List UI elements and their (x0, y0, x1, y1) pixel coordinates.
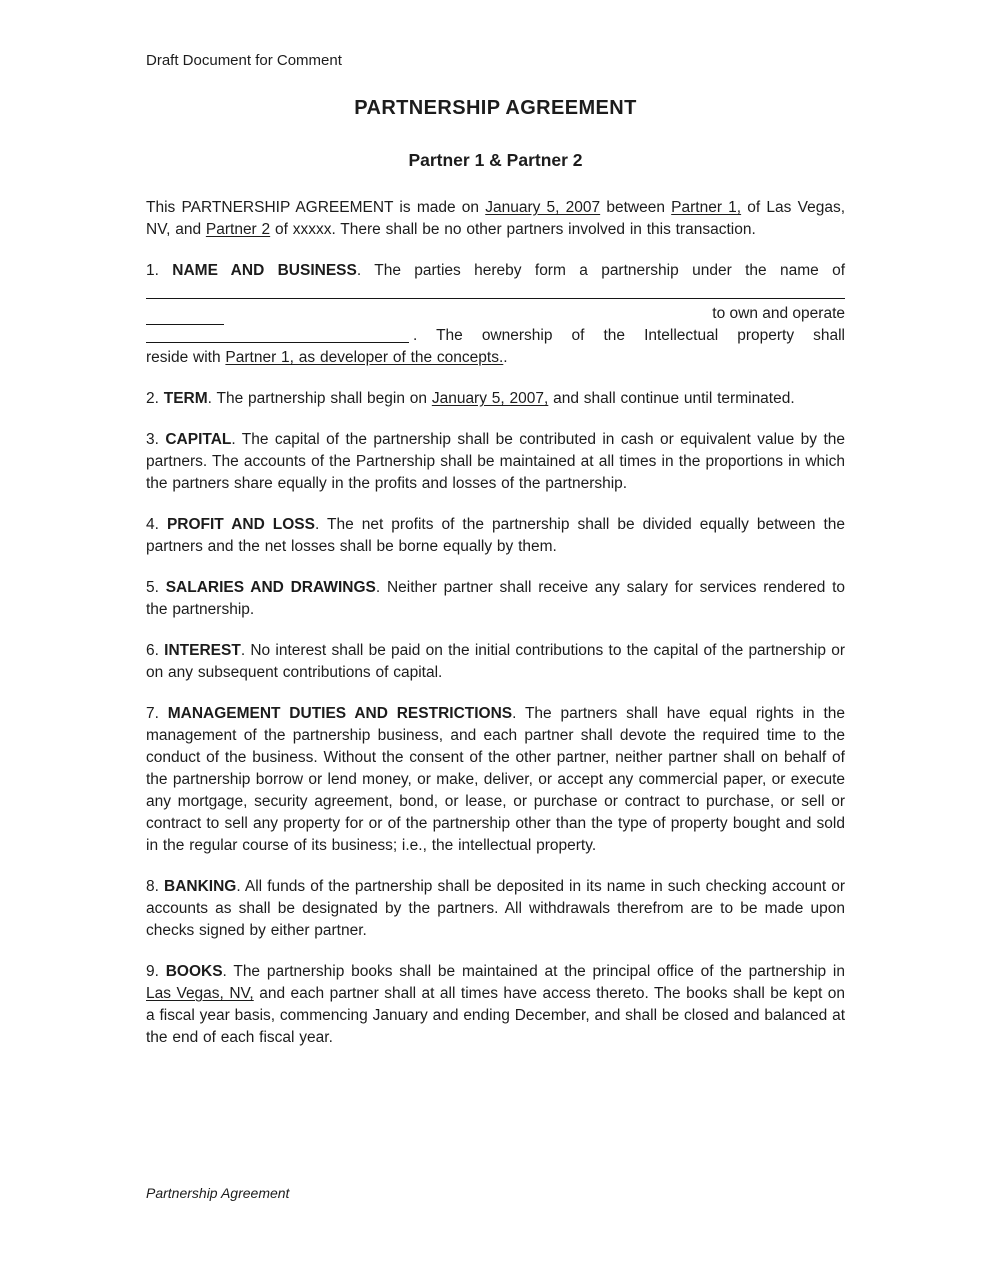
section-number: 5. (146, 579, 166, 596)
text-run: . The partnership shall begin on (207, 390, 432, 407)
section-1-lead-line (146, 260, 845, 282)
footer-label: Partnership Agreement (146, 1185, 290, 1201)
agreement-date-underlined: January 5, 2007 (485, 199, 601, 216)
section-heading: CAPITAL (165, 431, 232, 448)
section-4-profit-and-loss (146, 514, 845, 558)
text-run: to own and operate (712, 305, 845, 322)
text-run: of xxxxx. There shall be no other partners involved in this transaction. (270, 221, 756, 238)
term-date-underlined: January 5, 2007, (431, 390, 549, 407)
intro-paragraph (146, 197, 845, 241)
section-number: 4. (146, 516, 167, 533)
text-run: This PARTNERSHIP AGREEMENT is made on (146, 199, 486, 216)
section-number: 9. (146, 963, 166, 980)
section-9-books (146, 961, 845, 1049)
section-1-name-and-business (146, 260, 845, 369)
section-5-salaries-and-drawings (146, 577, 845, 621)
developer-clause-underlined: Partner 1, as developer of the concepts. (225, 349, 504, 366)
text-run: . All funds of the partnership shall be deposited in its name in such checking account or accounts as shall be designated by the partners. All withdrawals therefrom are to be made upon checks signed by either partner. (146, 878, 845, 939)
text-run: and each partner shall at all times have access thereto. The books shall be kept on a fiscal year basis, commencing January and ending December, and shall be closed and balanced at the end of each fiscal year. (146, 985, 845, 1046)
section-7-management-duties (146, 703, 845, 857)
partner1-underlined: Partner 1, (671, 199, 742, 216)
section-heading: INTEREST (164, 642, 241, 659)
text-run: . The ownership of the Intellectual property shall (413, 327, 845, 344)
section-1-reside-line (146, 347, 845, 369)
text-run: between (600, 199, 672, 216)
partner2-underlined: Partner 2 (205, 221, 271, 238)
text-run: . No interest shall be paid on the initial contributions to the capital of the partnership or on any subsequent contributions of capital. (146, 642, 845, 681)
section-number: 6. (146, 642, 165, 659)
section-3-capital (146, 429, 845, 495)
text-run: . The parties hereby form a partnership under the name of (356, 262, 846, 279)
text-run: . The capital of the partnership shall be contributed in cash or equivalent value by the partners. The accounts of the Partnership shall be maintained at all times in the proportions in which the partners share equally in the profits and losses of the partnership. (146, 431, 845, 492)
section-heading: BOOKS (165, 963, 223, 980)
section-number: 3. (146, 431, 166, 448)
section-number: 8. (146, 878, 165, 895)
text-run: . The partnership books shall be maintained at the principal office of the partnership in (222, 963, 845, 980)
text-run: . Neither partner shall receive any salary for services rendered to the partnership. (146, 579, 846, 618)
principal-office-underlined: Las Vegas, NV, (146, 985, 254, 1002)
section-heading: TERM (163, 390, 208, 407)
section-1-ownership-line (146, 325, 845, 347)
document-subtitle: Partner 1 & Partner 2 (408, 150, 583, 170)
blank-line-medium (146, 328, 409, 343)
section-heading: PROFIT AND LOSS (166, 516, 315, 533)
section-number: 1. (146, 262, 173, 279)
section-1-blank-row (146, 303, 845, 325)
section-number: 2. (146, 390, 164, 407)
section-heading: MANAGEMENT DUTIES AND RESTRICTIONS (167, 705, 513, 722)
section-2-term (146, 388, 845, 410)
text-run: and shall continue until terminated. (548, 390, 795, 407)
section-heading: BANKING (164, 878, 237, 895)
text-run: . The partners shall have equal rights in the management of the partnership business, and each partner shall devote the required time to the conduct of the business. Without the consent of the other partner, neither partner shall on behalf of the partnership borrow or lend money, or make, deliver, or accept any commercial paper, or execute any mortgage, security agreement, bond, or lease, or purchase or contract to purchase, or sell or contract to sell any property for or of the partnership other than the type of property bought and sold in the regular course of its business; i.e., the intellectual property. (146, 705, 845, 854)
section-6-interest (146, 640, 845, 684)
text-run: reside with (146, 349, 226, 366)
section-heading: SALARIES AND DRAWINGS (165, 579, 376, 596)
document-title: PARTNERSHIP AGREEMENT (354, 97, 637, 119)
section-8-banking (146, 876, 845, 942)
text-run: . The net profits of the partnership shall be divided equally between the partners and the net losses shall be borne equally by them. (146, 516, 846, 555)
text-run: of Las Vegas, NV, and (146, 199, 846, 238)
blank-line-short (146, 310, 224, 325)
text-run: . (503, 349, 508, 366)
section-number: 7. (146, 705, 168, 722)
draft-note: Draft Document for Comment (146, 52, 342, 69)
section-heading: NAME AND BUSINESS (172, 262, 357, 279)
blank-line-full (146, 282, 845, 299)
